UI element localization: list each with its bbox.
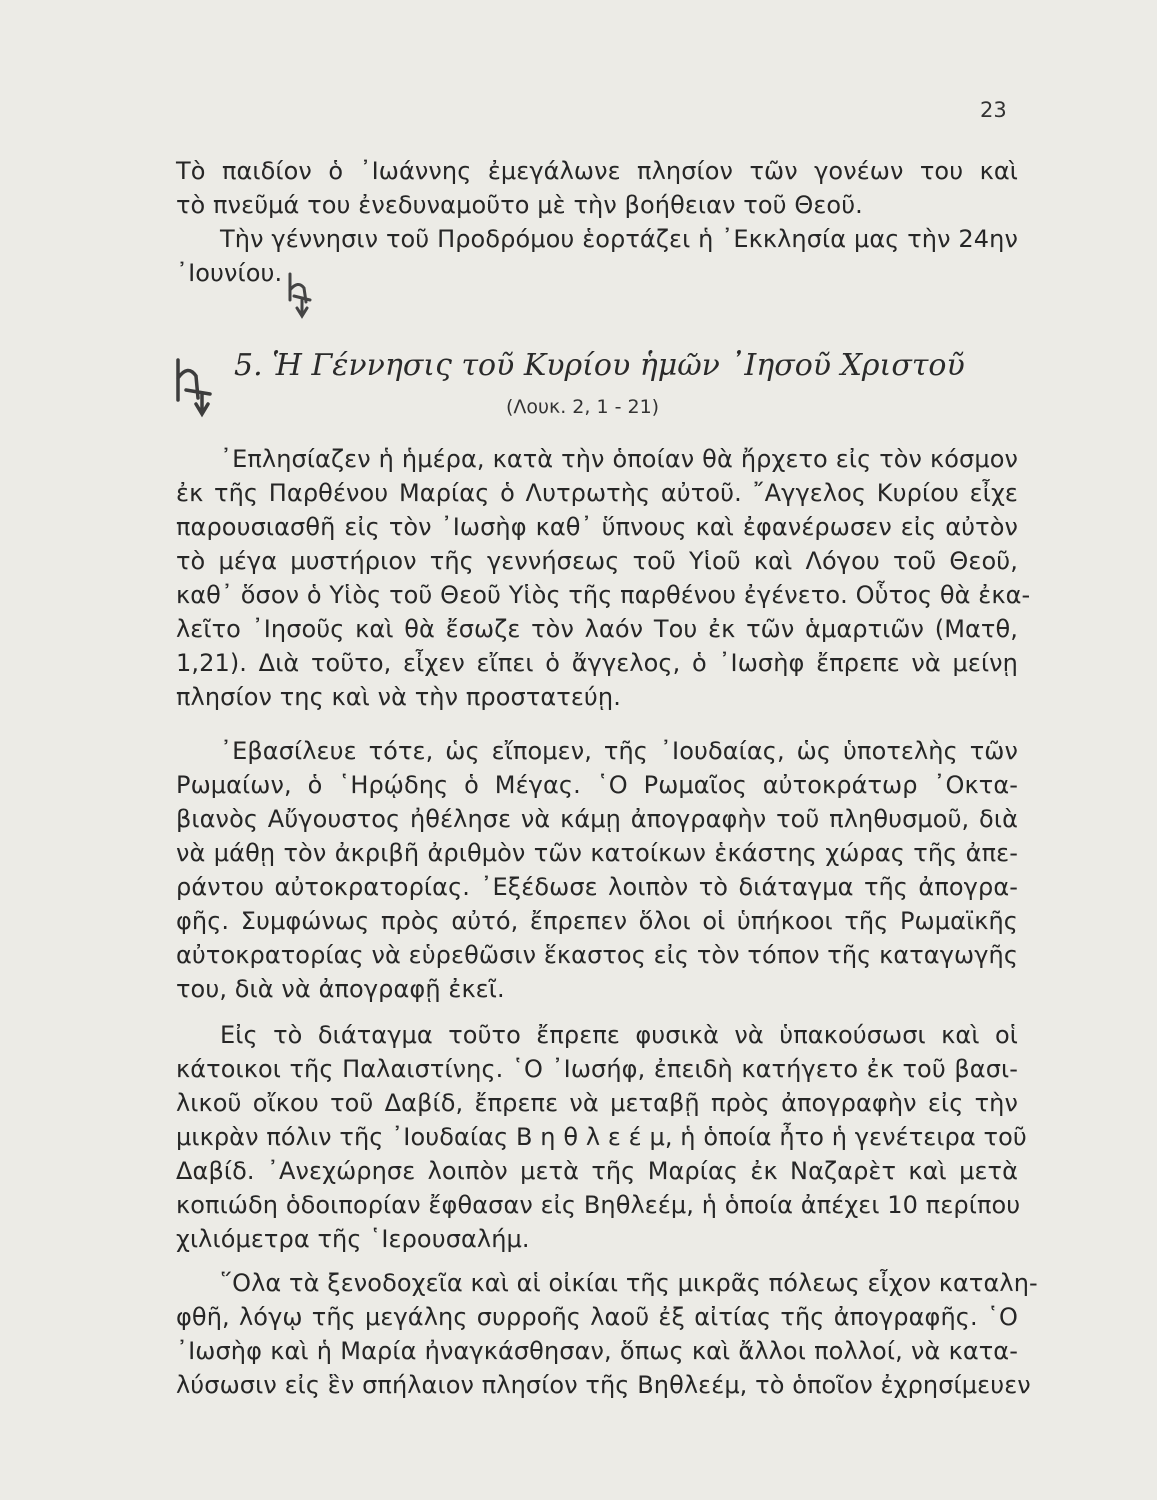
- text-line: Ρωμαίων, ὁ ῾Ηρῴδης ὁ Μέγας. ῾Ο Ρωμαῖος αὐτοκράτωρ ᾿Οκτα-: [176, 771, 1018, 799]
- page-number: 23: [980, 98, 1007, 122]
- text-line: αὐτοκρατορίας νὰ εὑρεθῶσιν ἕκαστος εἰς τὸν τόπον τῆς καταγωγῆς: [176, 941, 1019, 969]
- text-line: Τὸ παιδίον ὁ ᾿Ιωάννης ἐμεγάλωνε πλησίον τῶν γονέων του καὶ: [176, 157, 1018, 185]
- text-line: παρουσιασθῆ εἰς τὸν ᾿Ιωσὴφ καθ᾿ ὕπνους καὶ ἐφανέρωσεν εἰς αὐτὸν: [176, 513, 1018, 541]
- scripture-reference: (Λουκ. 2, 1 - 21): [506, 396, 660, 418]
- section-title: 5. Ἡ Γέννησις τοῦ Κυρίου ἡμῶν ᾿Ιησοῦ Χριστοῦ: [234, 348, 965, 383]
- paragraph: [176, 1018, 1027, 1256]
- text-line: τὸ μέγα μυστήριον τῆς γεννήσεως τοῦ Υἱοῦ καὶ Λόγου τοῦ Θεοῦ,: [176, 547, 1018, 575]
- text-line: ᾿Ιωσὴφ καὶ ἡ Μαρία ἠναγκάσθησαν, ὅπως καὶ ἄλλοι πολλοί, νὰ κατα-: [176, 1337, 1018, 1365]
- text-line: φῆς. Συμφώνως πρὸς αὐτό, ἔπρεπεν ὅλοι οἱ ὑπήκοοι τῆς Ρωμαϊκῆς: [176, 907, 1018, 935]
- text-line: Δαβίδ. ᾿Ανεχώρησε λοιπὸν μετὰ τῆς Μαρίας ἐκ Ναζαρὲτ καὶ μετὰ: [176, 1157, 1018, 1185]
- text-line: νὰ μάθῃ τὸν ἀκριβῆ ἀριθμὸν τῶν κατοίκων ἑκάστης χώρας τῆς ἀπε-: [176, 839, 1018, 867]
- text-line: του, διὰ νὰ ἀπογραφῇ ἐκεῖ.: [176, 975, 505, 1003]
- paragraph: [176, 1266, 1038, 1402]
- text-line: Τὴν γέννησιν τοῦ Προδρόμου ἑορτάζει ἡ ᾿Εκκλησία μας τὴν 24ην: [220, 225, 1018, 253]
- paragraph: [176, 734, 1018, 1006]
- text-line: φθῆ, λόγῳ τῆς μεγάλης συρροῆς λαοῦ ἐξ αἰτίας τῆς ἀπογραφῆς. ῾Ο: [176, 1303, 1018, 1331]
- text-line: λύσωσιν εἰς ἓν σπήλαιον πλησίον τῆς Βηθλεέμ, τὸ ὁποῖον ἐχρησίμευεν: [176, 1371, 1031, 1399]
- text-line: λικοῦ οἴκου τοῦ Δαβίδ, ἔπρεπε νὰ μεταβῇ πρὸς ἀπογραφὴν εἰς τὴν: [176, 1089, 1018, 1117]
- handwritten-mark-icon: [284, 270, 320, 320]
- text-line: ἐκ τῆς Παρθένου Μαρίας ὁ Λυτρωτὴς αὐτοῦ. ῎Αγγελος Κυρίου εἶχε: [176, 479, 1018, 507]
- text-line: καθ᾿ ὅσον ὁ Υἱὸς τοῦ Θεοῦ Υἱὸς τῆς παρθένου ἐγένετο. Οὗτος θὰ ἐκα-: [176, 581, 1031, 609]
- text-line: ᾿Ιουνίου.: [176, 259, 283, 287]
- text-line: ᾿Εβασίλευε τότε, ὡς εἴπομεν, τῆς ᾿Ιουδαίας, ὡς ὑποτελὴς τῶν: [220, 737, 1018, 765]
- text-line: βιανὸς Αὔγουστος ἠθέλησε νὰ κάμῃ ἀπογραφὴν τοῦ πληθυσμοῦ, διὰ: [176, 805, 1018, 833]
- text-line: πλησίον της καὶ νὰ τὴν προστατεύῃ.: [176, 683, 621, 711]
- text-line: κάτοικοι τῆς Παλαιστίνης. ῾Ο ᾿Ιωσήφ, ἐπειδὴ κατήγετο ἐκ τοῦ βασι-: [176, 1055, 1018, 1083]
- paragraph: [176, 442, 1031, 714]
- text-line: ᾿Επλησίαζεν ἡ ἡμέρα, κατὰ τὴν ὁποίαν θὰ ἤρχετο εἰς τὸν κόσμον: [220, 445, 1018, 473]
- text-line: λεῖτο ᾿Ιησοῦς καὶ θὰ ἔσωζε τὸν λαόν Του ἐκ τῶν ἁμαρτιῶν (Ματθ,: [176, 615, 1018, 643]
- text-line: ῞Ολα τὰ ξενοδοχεῖα καὶ αἱ οἰκίαι τῆς μικρᾶς πόλεως εἶχον καταλη-: [220, 1269, 1038, 1297]
- text-line: τὸ πνεῦμά του ἐνεδυναμοῦτο μὲ τὴν βοήθειαν τοῦ Θεοῦ.: [176, 191, 863, 219]
- text-line: ράντου αὐτοκρατορίας. ᾿Εξέδωσε λοιπὸν τὸ διάταγμα τῆς ἀπογρα-: [176, 873, 1018, 901]
- text-line: κοπιώδη ὁδοιπορίαν ἔφθασαν εἰς Βηθλεέμ, ἡ ὁποία ἀπέχει 10 περίπου: [176, 1191, 1021, 1219]
- text-line: Εἰς τὸ διάταγμα τοῦτο ἔπρεπε φυσικὰ νὰ ὑπακούσωσι καὶ οἱ: [220, 1021, 1018, 1049]
- text-line: 1,21). Διὰ τοῦτο, εἶχεν εἴπει ὁ ἄγγελος, ὁ ᾿Ιωσὴφ ἔπρεπε νὰ μείνῃ: [176, 649, 1018, 677]
- text-line: χιλιόμετρα τῆς ῾Ιερουσαλήμ.: [176, 1225, 530, 1253]
- handwritten-mark-icon: [172, 354, 222, 418]
- text-line: μικρὰν πόλιν τῆς ᾿Ιουδαίας Β η θ λ ε έ μ, ἡ ὁποία ἦτο ἡ γενέτειρα τοῦ: [176, 1123, 1027, 1151]
